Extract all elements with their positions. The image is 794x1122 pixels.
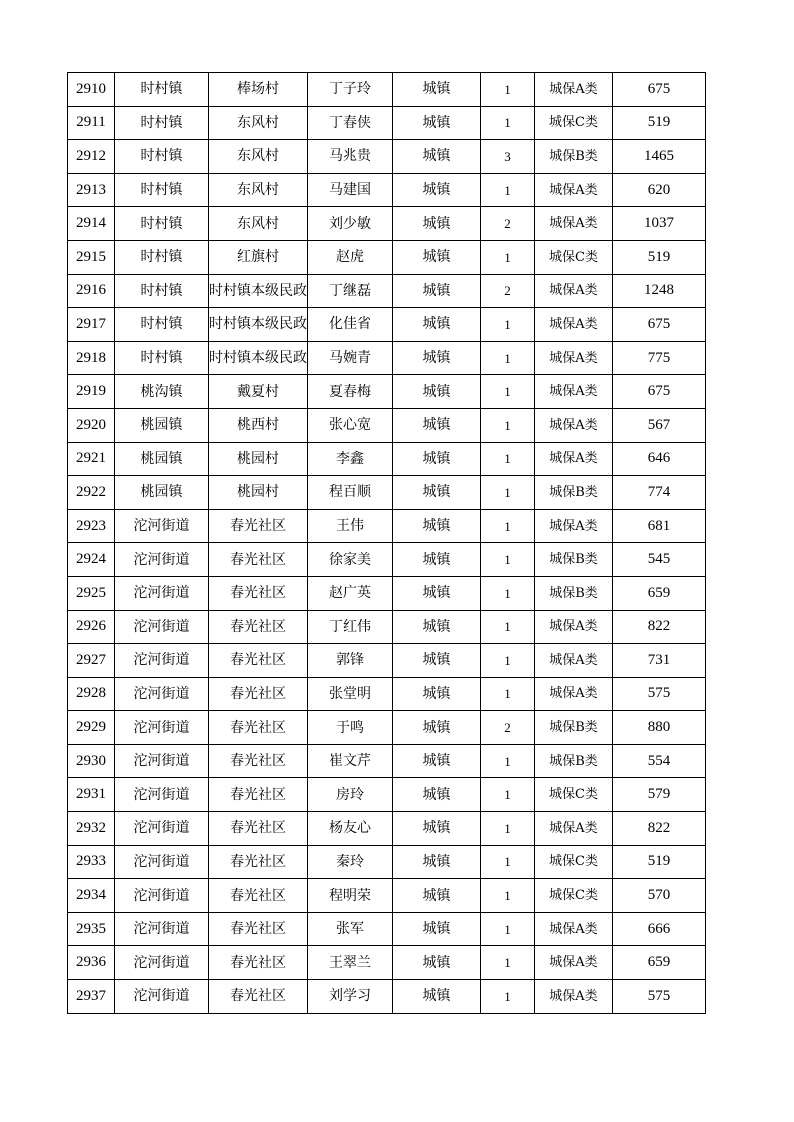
benefit-category-cell: 城保C类 — [535, 106, 613, 140]
monthly-amount-cell: 646 — [613, 442, 706, 476]
household-size-cell: 1 — [481, 677, 535, 711]
relief-roster-table — [67, 72, 706, 1014]
household-size-cell: 1 — [481, 73, 535, 107]
monthly-amount-cell: 1248 — [613, 274, 706, 308]
table-row — [68, 677, 706, 711]
village-cell: 春光社区 — [209, 677, 308, 711]
name-cell: 赵虎 — [308, 240, 393, 274]
monthly-amount-cell: 675 — [613, 73, 706, 107]
household-size-cell: 1 — [481, 408, 535, 442]
record-number-cell: 2918 — [68, 341, 115, 375]
benefit-category-cell: 城保A类 — [535, 812, 613, 846]
record-number-cell: 2924 — [68, 543, 115, 577]
benefit-category-cell: 城保C类 — [535, 845, 613, 879]
town-cell: 沱河街道 — [115, 509, 209, 543]
town-cell: 时村镇 — [115, 106, 209, 140]
table-row — [68, 946, 706, 980]
town-cell: 沱河街道 — [115, 845, 209, 879]
household-type-cell: 城镇 — [393, 308, 481, 342]
household-type-cell: 城镇 — [393, 812, 481, 846]
benefit-category-cell: 城保A类 — [535, 274, 613, 308]
household-size-cell: 2 — [481, 711, 535, 745]
household-type-cell: 城镇 — [393, 677, 481, 711]
village-cell: 春光社区 — [209, 946, 308, 980]
benefit-category-cell: 城保A类 — [535, 207, 613, 241]
household-size-cell: 1 — [481, 476, 535, 510]
benefit-category-cell: 城保A类 — [535, 946, 613, 980]
household-type-cell: 城镇 — [393, 778, 481, 812]
name-cell: 丁春侠 — [308, 106, 393, 140]
monthly-amount-cell: 620 — [613, 173, 706, 207]
table-row — [68, 408, 706, 442]
town-cell: 沱河街道 — [115, 644, 209, 678]
household-type-cell: 城镇 — [393, 240, 481, 274]
town-cell: 沱河街道 — [115, 778, 209, 812]
town-cell: 时村镇 — [115, 274, 209, 308]
benefit-category-cell: 城保B类 — [535, 744, 613, 778]
village-cell: 时村镇本级民政 — [209, 274, 308, 308]
benefit-category-cell: 城保A类 — [535, 341, 613, 375]
monthly-amount-cell: 675 — [613, 308, 706, 342]
name-cell: 秦玲 — [308, 845, 393, 879]
household-type-cell: 城镇 — [393, 509, 481, 543]
benefit-category-cell: 城保A类 — [535, 980, 613, 1014]
record-number-cell: 2913 — [68, 173, 115, 207]
monthly-amount-cell: 570 — [613, 879, 706, 913]
village-cell: 桃园村 — [209, 442, 308, 476]
name-cell: 丁子玲 — [308, 73, 393, 107]
monthly-amount-cell: 659 — [613, 576, 706, 610]
monthly-amount-cell: 519 — [613, 240, 706, 274]
benefit-category-cell: 城保A类 — [535, 610, 613, 644]
household-type-cell: 城镇 — [393, 610, 481, 644]
record-number-cell: 2929 — [68, 711, 115, 745]
town-cell: 沱河街道 — [115, 610, 209, 644]
town-cell: 时村镇 — [115, 173, 209, 207]
benefit-category-cell: 城保B类 — [535, 576, 613, 610]
table-row — [68, 341, 706, 375]
monthly-amount-cell: 554 — [613, 744, 706, 778]
village-cell: 春光社区 — [209, 879, 308, 913]
table-row — [68, 744, 706, 778]
monthly-amount-cell: 545 — [613, 543, 706, 577]
town-cell: 沱河街道 — [115, 677, 209, 711]
monthly-amount-cell: 774 — [613, 476, 706, 510]
village-cell: 桃西村 — [209, 408, 308, 442]
benefit-category-cell: 城保B类 — [535, 476, 613, 510]
monthly-amount-cell: 880 — [613, 711, 706, 745]
table-row — [68, 173, 706, 207]
town-cell: 桃园镇 — [115, 442, 209, 476]
name-cell: 李鑫 — [308, 442, 393, 476]
household-type-cell: 城镇 — [393, 912, 481, 946]
name-cell: 杨友心 — [308, 812, 393, 846]
monthly-amount-cell: 1037 — [613, 207, 706, 241]
monthly-amount-cell: 675 — [613, 375, 706, 409]
household-size-cell: 1 — [481, 308, 535, 342]
household-size-cell: 1 — [481, 845, 535, 879]
household-size-cell: 1 — [481, 576, 535, 610]
household-type-cell: 城镇 — [393, 106, 481, 140]
monthly-amount-cell: 681 — [613, 509, 706, 543]
table-row — [68, 610, 706, 644]
record-number-cell: 2917 — [68, 308, 115, 342]
record-number-cell: 2923 — [68, 509, 115, 543]
record-number-cell: 2931 — [68, 778, 115, 812]
town-cell: 时村镇 — [115, 240, 209, 274]
household-size-cell: 1 — [481, 980, 535, 1014]
village-cell: 春光社区 — [209, 509, 308, 543]
name-cell: 王伟 — [308, 509, 393, 543]
name-cell: 马婉青 — [308, 341, 393, 375]
household-size-cell: 1 — [481, 543, 535, 577]
benefit-category-cell: 城保B类 — [535, 140, 613, 174]
village-cell: 春光社区 — [209, 912, 308, 946]
household-size-cell: 1 — [481, 375, 535, 409]
table-row — [68, 476, 706, 510]
benefit-category-cell: 城保A类 — [535, 308, 613, 342]
household-type-cell: 城镇 — [393, 442, 481, 476]
town-cell: 桃沟镇 — [115, 375, 209, 409]
town-cell: 沱河街道 — [115, 543, 209, 577]
household-type-cell: 城镇 — [393, 644, 481, 678]
household-size-cell: 1 — [481, 341, 535, 375]
name-cell: 张军 — [308, 912, 393, 946]
benefit-category-cell: 城保A类 — [535, 375, 613, 409]
household-type-cell: 城镇 — [393, 946, 481, 980]
table-row — [68, 73, 706, 107]
monthly-amount-cell: 659 — [613, 946, 706, 980]
household-type-cell: 城镇 — [393, 341, 481, 375]
table-row — [68, 576, 706, 610]
household-type-cell: 城镇 — [393, 711, 481, 745]
table-row — [68, 308, 706, 342]
name-cell: 张堂明 — [308, 677, 393, 711]
benefit-category-cell: 城保A类 — [535, 442, 613, 476]
name-cell: 刘少敏 — [308, 207, 393, 241]
benefit-category-cell: 城保A类 — [535, 912, 613, 946]
monthly-amount-cell: 567 — [613, 408, 706, 442]
town-cell: 沱河街道 — [115, 744, 209, 778]
table-row — [68, 980, 706, 1014]
village-cell: 春光社区 — [209, 845, 308, 879]
household-size-cell: 1 — [481, 610, 535, 644]
name-cell: 马兆贵 — [308, 140, 393, 174]
record-number-cell: 2932 — [68, 812, 115, 846]
town-cell: 沱河街道 — [115, 812, 209, 846]
household-size-cell: 1 — [481, 240, 535, 274]
monthly-amount-cell: 775 — [613, 341, 706, 375]
table-row — [68, 375, 706, 409]
name-cell: 王翠兰 — [308, 946, 393, 980]
village-cell: 春光社区 — [209, 610, 308, 644]
benefit-category-cell: 城保B类 — [535, 543, 613, 577]
town-cell: 时村镇 — [115, 140, 209, 174]
benefit-category-cell: 城保A类 — [535, 408, 613, 442]
table-row — [68, 644, 706, 678]
household-type-cell: 城镇 — [393, 375, 481, 409]
benefit-category-cell: 城保A类 — [535, 173, 613, 207]
name-cell: 于鸣 — [308, 711, 393, 745]
household-size-cell: 1 — [481, 442, 535, 476]
household-type-cell: 城镇 — [393, 576, 481, 610]
household-size-cell: 1 — [481, 812, 535, 846]
record-number-cell: 2926 — [68, 610, 115, 644]
record-number-cell: 2927 — [68, 644, 115, 678]
name-cell: 张心宽 — [308, 408, 393, 442]
household-size-cell: 2 — [481, 207, 535, 241]
village-cell: 春光社区 — [209, 812, 308, 846]
household-size-cell: 2 — [481, 274, 535, 308]
record-number-cell: 2910 — [68, 73, 115, 107]
town-cell: 桃园镇 — [115, 476, 209, 510]
table-body — [68, 73, 706, 1014]
monthly-amount-cell: 575 — [613, 980, 706, 1014]
village-cell: 春光社区 — [209, 711, 308, 745]
village-cell: 东风村 — [209, 207, 308, 241]
household-type-cell: 城镇 — [393, 744, 481, 778]
name-cell: 房玲 — [308, 778, 393, 812]
household-type-cell: 城镇 — [393, 274, 481, 308]
town-cell: 沱河街道 — [115, 980, 209, 1014]
village-cell: 戴夏村 — [209, 375, 308, 409]
name-cell: 刘学习 — [308, 980, 393, 1014]
household-size-cell: 1 — [481, 509, 535, 543]
town-cell: 沱河街道 — [115, 711, 209, 745]
village-cell: 东风村 — [209, 173, 308, 207]
town-cell: 沱河街道 — [115, 879, 209, 913]
table-row — [68, 442, 706, 476]
table-row — [68, 845, 706, 879]
village-cell: 春光社区 — [209, 980, 308, 1014]
record-number-cell: 2928 — [68, 677, 115, 711]
town-cell: 时村镇 — [115, 207, 209, 241]
village-cell: 时村镇本级民政 — [209, 308, 308, 342]
record-number-cell: 2933 — [68, 845, 115, 879]
record-number-cell: 2919 — [68, 375, 115, 409]
benefit-category-cell: 城保C类 — [535, 879, 613, 913]
village-cell: 春光社区 — [209, 644, 308, 678]
household-size-cell: 1 — [481, 644, 535, 678]
table-row — [68, 879, 706, 913]
village-cell: 春光社区 — [209, 778, 308, 812]
name-cell: 程百顺 — [308, 476, 393, 510]
record-number-cell: 2916 — [68, 274, 115, 308]
village-cell: 棒场村 — [209, 73, 308, 107]
monthly-amount-cell: 666 — [613, 912, 706, 946]
record-number-cell: 2937 — [68, 980, 115, 1014]
record-number-cell: 2921 — [68, 442, 115, 476]
benefit-category-cell: 城保B类 — [535, 711, 613, 745]
record-number-cell: 2936 — [68, 946, 115, 980]
record-number-cell: 2930 — [68, 744, 115, 778]
household-type-cell: 城镇 — [393, 408, 481, 442]
record-number-cell: 2934 — [68, 879, 115, 913]
name-cell: 丁红伟 — [308, 610, 393, 644]
household-type-cell: 城镇 — [393, 879, 481, 913]
table-row — [68, 711, 706, 745]
household-size-cell: 1 — [481, 744, 535, 778]
record-number-cell: 2922 — [68, 476, 115, 510]
household-type-cell: 城镇 — [393, 73, 481, 107]
monthly-amount-cell: 822 — [613, 610, 706, 644]
household-size-cell: 1 — [481, 173, 535, 207]
benefit-category-cell: 城保C类 — [535, 778, 613, 812]
benefit-category-cell: 城保A类 — [535, 509, 613, 543]
village-cell: 东风村 — [209, 140, 308, 174]
table-row — [68, 106, 706, 140]
household-type-cell: 城镇 — [393, 207, 481, 241]
monthly-amount-cell: 1465 — [613, 140, 706, 174]
household-type-cell: 城镇 — [393, 173, 481, 207]
town-cell: 时村镇 — [115, 308, 209, 342]
record-number-cell: 2920 — [68, 408, 115, 442]
town-cell: 沱河街道 — [115, 912, 209, 946]
household-type-cell: 城镇 — [393, 476, 481, 510]
name-cell: 徐家美 — [308, 543, 393, 577]
name-cell: 程明荣 — [308, 879, 393, 913]
town-cell: 桃园镇 — [115, 408, 209, 442]
record-number-cell: 2925 — [68, 576, 115, 610]
household-type-cell: 城镇 — [393, 845, 481, 879]
record-number-cell: 2912 — [68, 140, 115, 174]
village-cell: 东风村 — [209, 106, 308, 140]
name-cell: 马建国 — [308, 173, 393, 207]
monthly-amount-cell: 731 — [613, 644, 706, 678]
table-row — [68, 140, 706, 174]
monthly-amount-cell: 575 — [613, 677, 706, 711]
benefit-category-cell: 城保A类 — [535, 73, 613, 107]
table-row — [68, 274, 706, 308]
household-size-cell: 3 — [481, 140, 535, 174]
household-size-cell: 1 — [481, 106, 535, 140]
benefit-category-cell: 城保A类 — [535, 644, 613, 678]
town-cell: 时村镇 — [115, 73, 209, 107]
benefit-category-cell: 城保A类 — [535, 677, 613, 711]
village-cell: 时村镇本级民政 — [209, 341, 308, 375]
record-number-cell: 2914 — [68, 207, 115, 241]
table-row — [68, 912, 706, 946]
record-number-cell: 2935 — [68, 912, 115, 946]
household-size-cell: 1 — [481, 778, 535, 812]
village-cell: 红旗村 — [209, 240, 308, 274]
name-cell: 丁继磊 — [308, 274, 393, 308]
monthly-amount-cell: 519 — [613, 106, 706, 140]
benefit-category-cell: 城保C类 — [535, 240, 613, 274]
town-cell: 沱河街道 — [115, 946, 209, 980]
monthly-amount-cell: 822 — [613, 812, 706, 846]
table-row — [68, 240, 706, 274]
name-cell: 郭锋 — [308, 644, 393, 678]
table-row — [68, 778, 706, 812]
village-cell: 春光社区 — [209, 744, 308, 778]
household-size-cell: 1 — [481, 912, 535, 946]
household-size-cell: 1 — [481, 946, 535, 980]
record-number-cell: 2915 — [68, 240, 115, 274]
household-size-cell: 1 — [481, 879, 535, 913]
table-row — [68, 812, 706, 846]
name-cell: 化佳省 — [308, 308, 393, 342]
monthly-amount-cell: 579 — [613, 778, 706, 812]
village-cell: 桃园村 — [209, 476, 308, 510]
name-cell: 赵广英 — [308, 576, 393, 610]
village-cell: 春光社区 — [209, 576, 308, 610]
monthly-amount-cell: 519 — [613, 845, 706, 879]
household-type-cell: 城镇 — [393, 543, 481, 577]
name-cell: 夏春梅 — [308, 375, 393, 409]
village-cell: 春光社区 — [209, 543, 308, 577]
household-type-cell: 城镇 — [393, 140, 481, 174]
town-cell: 时村镇 — [115, 341, 209, 375]
name-cell: 崔文芹 — [308, 744, 393, 778]
record-number-cell: 2911 — [68, 106, 115, 140]
town-cell: 沱河街道 — [115, 576, 209, 610]
table-row — [68, 207, 706, 241]
household-type-cell: 城镇 — [393, 980, 481, 1014]
table-row — [68, 509, 706, 543]
table-row — [68, 543, 706, 577]
